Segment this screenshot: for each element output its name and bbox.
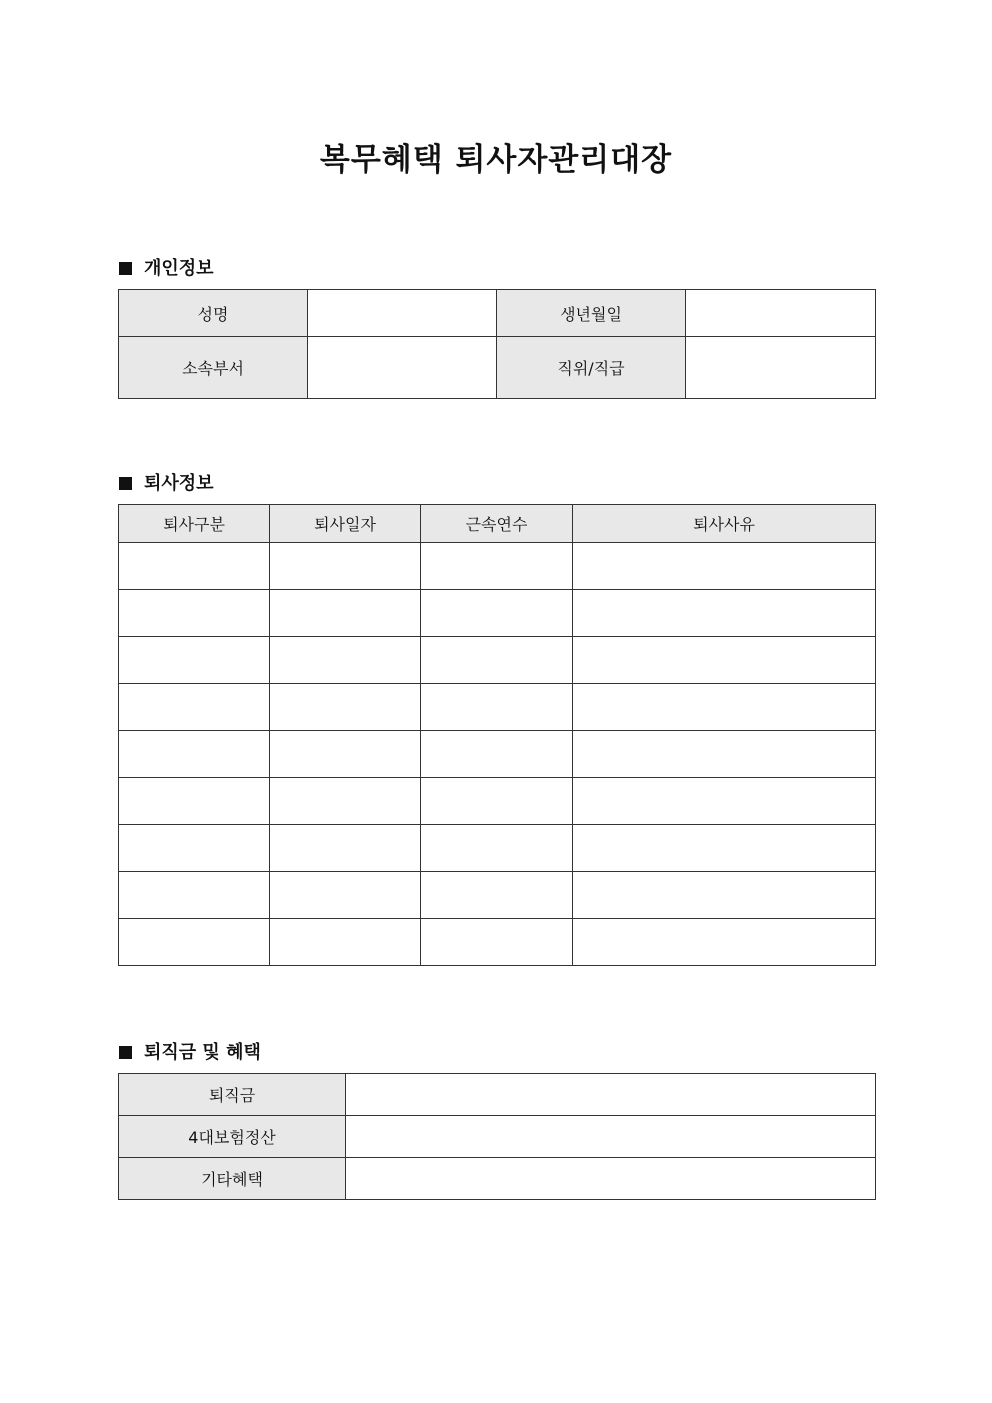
table-cell[interactable] xyxy=(270,590,421,637)
table-cell[interactable] xyxy=(270,637,421,684)
table-cell[interactable] xyxy=(573,919,876,966)
column-header: 퇴사구분 xyxy=(119,505,270,543)
table-row xyxy=(119,1158,876,1200)
table-row xyxy=(119,872,876,919)
table-cell[interactable] xyxy=(270,543,421,590)
table-cell[interactable] xyxy=(573,684,876,731)
table-row xyxy=(119,590,876,637)
insurance-settlement-label: 4대보험정산 xyxy=(119,1116,346,1158)
table-cell[interactable] xyxy=(119,731,270,778)
table-cell[interactable] xyxy=(573,543,876,590)
table-cell[interactable] xyxy=(421,684,573,731)
table-cell[interactable] xyxy=(270,778,421,825)
table-row xyxy=(119,1116,876,1158)
table-cell[interactable] xyxy=(573,590,876,637)
square-bullet-icon xyxy=(119,262,132,275)
table-cell[interactable] xyxy=(421,731,573,778)
table-cell[interactable] xyxy=(421,872,573,919)
table-cell[interactable] xyxy=(119,637,270,684)
column-header: 근속연수 xyxy=(421,505,573,543)
birth-label: 생년월일 xyxy=(497,290,686,337)
table-cell[interactable] xyxy=(573,637,876,684)
table-cell[interactable] xyxy=(119,543,270,590)
table-cell[interactable] xyxy=(270,684,421,731)
table-cell[interactable] xyxy=(270,872,421,919)
table-cell[interactable] xyxy=(119,825,270,872)
square-bullet-icon xyxy=(119,1046,132,1059)
table-cell[interactable] xyxy=(270,731,421,778)
section-label: 퇴직금 및 혜택 xyxy=(144,1042,261,1063)
page-title: 복무혜택 퇴사자관리대장 xyxy=(319,142,673,178)
dept-label: 소속부서 xyxy=(119,337,308,399)
square-bullet-icon xyxy=(119,477,132,490)
section-heading-personal xyxy=(119,254,214,280)
section-heading-benefit xyxy=(119,1038,261,1064)
table-cell[interactable] xyxy=(119,778,270,825)
table-row xyxy=(119,337,876,399)
severance-label: 퇴직금 xyxy=(119,1074,346,1116)
table-cell[interactable] xyxy=(119,684,270,731)
table-row xyxy=(119,1074,876,1116)
column-header: 퇴사사유 xyxy=(573,505,876,543)
table-header-row xyxy=(119,505,876,543)
table-cell[interactable] xyxy=(421,543,573,590)
table-cell[interactable] xyxy=(270,919,421,966)
table-cell[interactable] xyxy=(270,825,421,872)
table-row xyxy=(119,825,876,872)
section-label: 퇴사정보 xyxy=(144,473,214,494)
insurance-settlement-field[interactable] xyxy=(346,1116,876,1158)
name-field[interactable] xyxy=(308,290,497,337)
table-cell[interactable] xyxy=(119,590,270,637)
severance-field[interactable] xyxy=(346,1074,876,1116)
personal-info-table xyxy=(118,289,876,399)
birth-field[interactable] xyxy=(686,290,876,337)
table-cell[interactable] xyxy=(573,872,876,919)
resign-info-table xyxy=(118,504,876,966)
table-row xyxy=(119,778,876,825)
position-label: 직위/직급 xyxy=(497,337,686,399)
table-cell[interactable] xyxy=(421,778,573,825)
table-cell[interactable] xyxy=(573,731,876,778)
table-cell[interactable] xyxy=(119,919,270,966)
other-benefit-field[interactable] xyxy=(346,1158,876,1200)
table-cell[interactable] xyxy=(421,825,573,872)
other-benefit-label: 기타혜택 xyxy=(119,1158,346,1200)
table-cell[interactable] xyxy=(573,825,876,872)
table-row xyxy=(119,637,876,684)
table-row xyxy=(119,919,876,966)
section-label: 개인정보 xyxy=(144,258,214,279)
table-row xyxy=(119,543,876,590)
section-heading-resign xyxy=(119,469,214,495)
column-header: 퇴사일자 xyxy=(270,505,421,543)
benefit-table xyxy=(118,1073,876,1200)
table-cell[interactable] xyxy=(421,590,573,637)
table-row xyxy=(119,684,876,731)
table-cell[interactable] xyxy=(119,872,270,919)
table-cell[interactable] xyxy=(421,919,573,966)
table-row xyxy=(119,731,876,778)
name-label: 성명 xyxy=(119,290,308,337)
table-row xyxy=(119,290,876,337)
table-cell[interactable] xyxy=(421,637,573,684)
dept-field[interactable] xyxy=(308,337,497,399)
table-cell[interactable] xyxy=(573,778,876,825)
position-field[interactable] xyxy=(686,337,876,399)
